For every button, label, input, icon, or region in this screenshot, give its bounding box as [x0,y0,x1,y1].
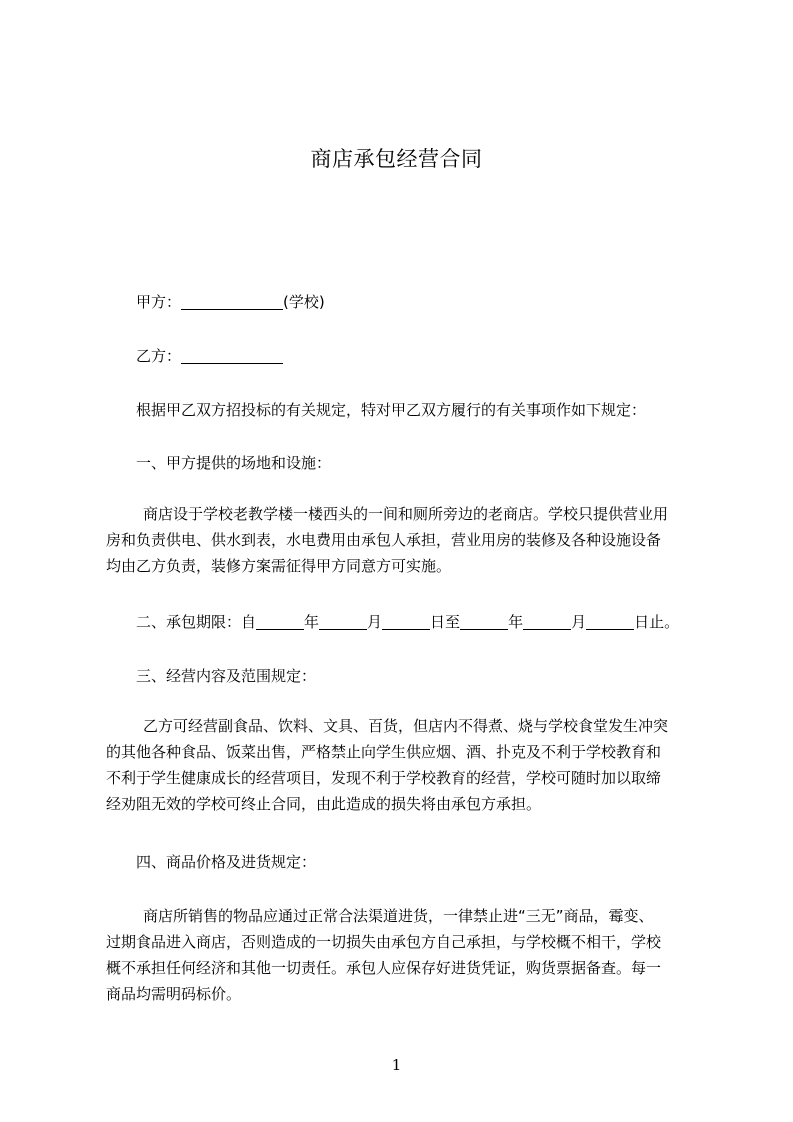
end-day-blank[interactable] [586,614,634,630]
end-year-blank[interactable] [460,614,508,630]
section4-line-4: 商品均需明码标价。 [106,985,242,1003]
party-a-label: 甲方： [136,293,182,311]
section3-line-1: 乙方可经营副食品、饮料、文具、百货，但店内不得煮、烧与学校食堂发生冲突 [143,717,669,735]
section1-body [106,501,708,579]
section3-line-3: 不利于学生健康成长的经营项目，发现不利于学校教育的经营，学校可随时加以取缔 [106,769,662,787]
term-year-2: 年 [508,613,524,631]
party-a-line [136,291,325,312]
section4-line-2: 过期食品进入商店，否则造成的一切损失由承包方自己承担，与学校概不相干，学校 [106,933,662,951]
term-day-2: 日止。 [634,613,680,631]
section4-line-3: 概不承担任何经济和其他一切责任。承包人应保存好进货凭证，购货票据备查。每一 [106,959,662,977]
section3-line-2: 的其他各种食品、饭菜出售，严格禁止向学生供应烟、酒、扑克及不利于学校教育和 [106,743,662,761]
party-b-blank[interactable] [181,348,283,364]
section2-term-line [136,611,679,632]
section1-heading: 一、甲方提供的场地和设施： [136,454,332,472]
section4-body [106,903,708,1007]
term-month-1: 月 [367,613,383,631]
party-a-blank[interactable] [181,294,283,310]
section1-line-3: 均由乙方负责，装修方案需征得甲方同意方可实施。 [106,557,452,575]
page-number: 1 [391,1056,402,1074]
term-day-1: 日至 [430,613,461,631]
term-year-1: 年 [304,613,320,631]
section1-line-1: 商店设于学校老教学楼一楼西头的一间和厕所旁边的老商店。学校只提供营业用 [143,505,669,523]
section3-line-4: 经劝阻无效的学校可终止合同，由此造成的损失将由承包方承担。 [106,795,542,813]
section4-heading: 四、商品价格及进货规定： [136,853,317,871]
end-month-blank[interactable] [523,614,571,630]
term-month-2: 月 [571,613,587,631]
section1-line-2: 房和负责供电、供水到表，水电费用由承包人承担，营业用房的装修及各种设施设备 [106,531,662,549]
party-b-line [136,345,283,366]
start-year-blank[interactable] [256,614,304,630]
intro-text: 根据甲乙双方招投标的有关规定，特对甲乙双方履行的有关事项作如下规定： [136,401,647,419]
party-b-label: 乙方： [136,347,182,365]
section4-line-1: 商店所销售的物品应通过正常合法渠道进货，一律禁止进“三无”商品，霉变、 [143,907,654,925]
start-month-blank[interactable] [319,614,367,630]
term-prefix: 二、承包期限：自 [136,613,257,631]
start-day-blank[interactable] [382,614,430,630]
section3-heading: 三、经营内容及范围规定： [136,667,317,685]
document-title: 商店承包经营合同 [310,147,483,171]
party-a-suffix: (学校) [283,293,325,311]
section3-body [106,713,708,817]
